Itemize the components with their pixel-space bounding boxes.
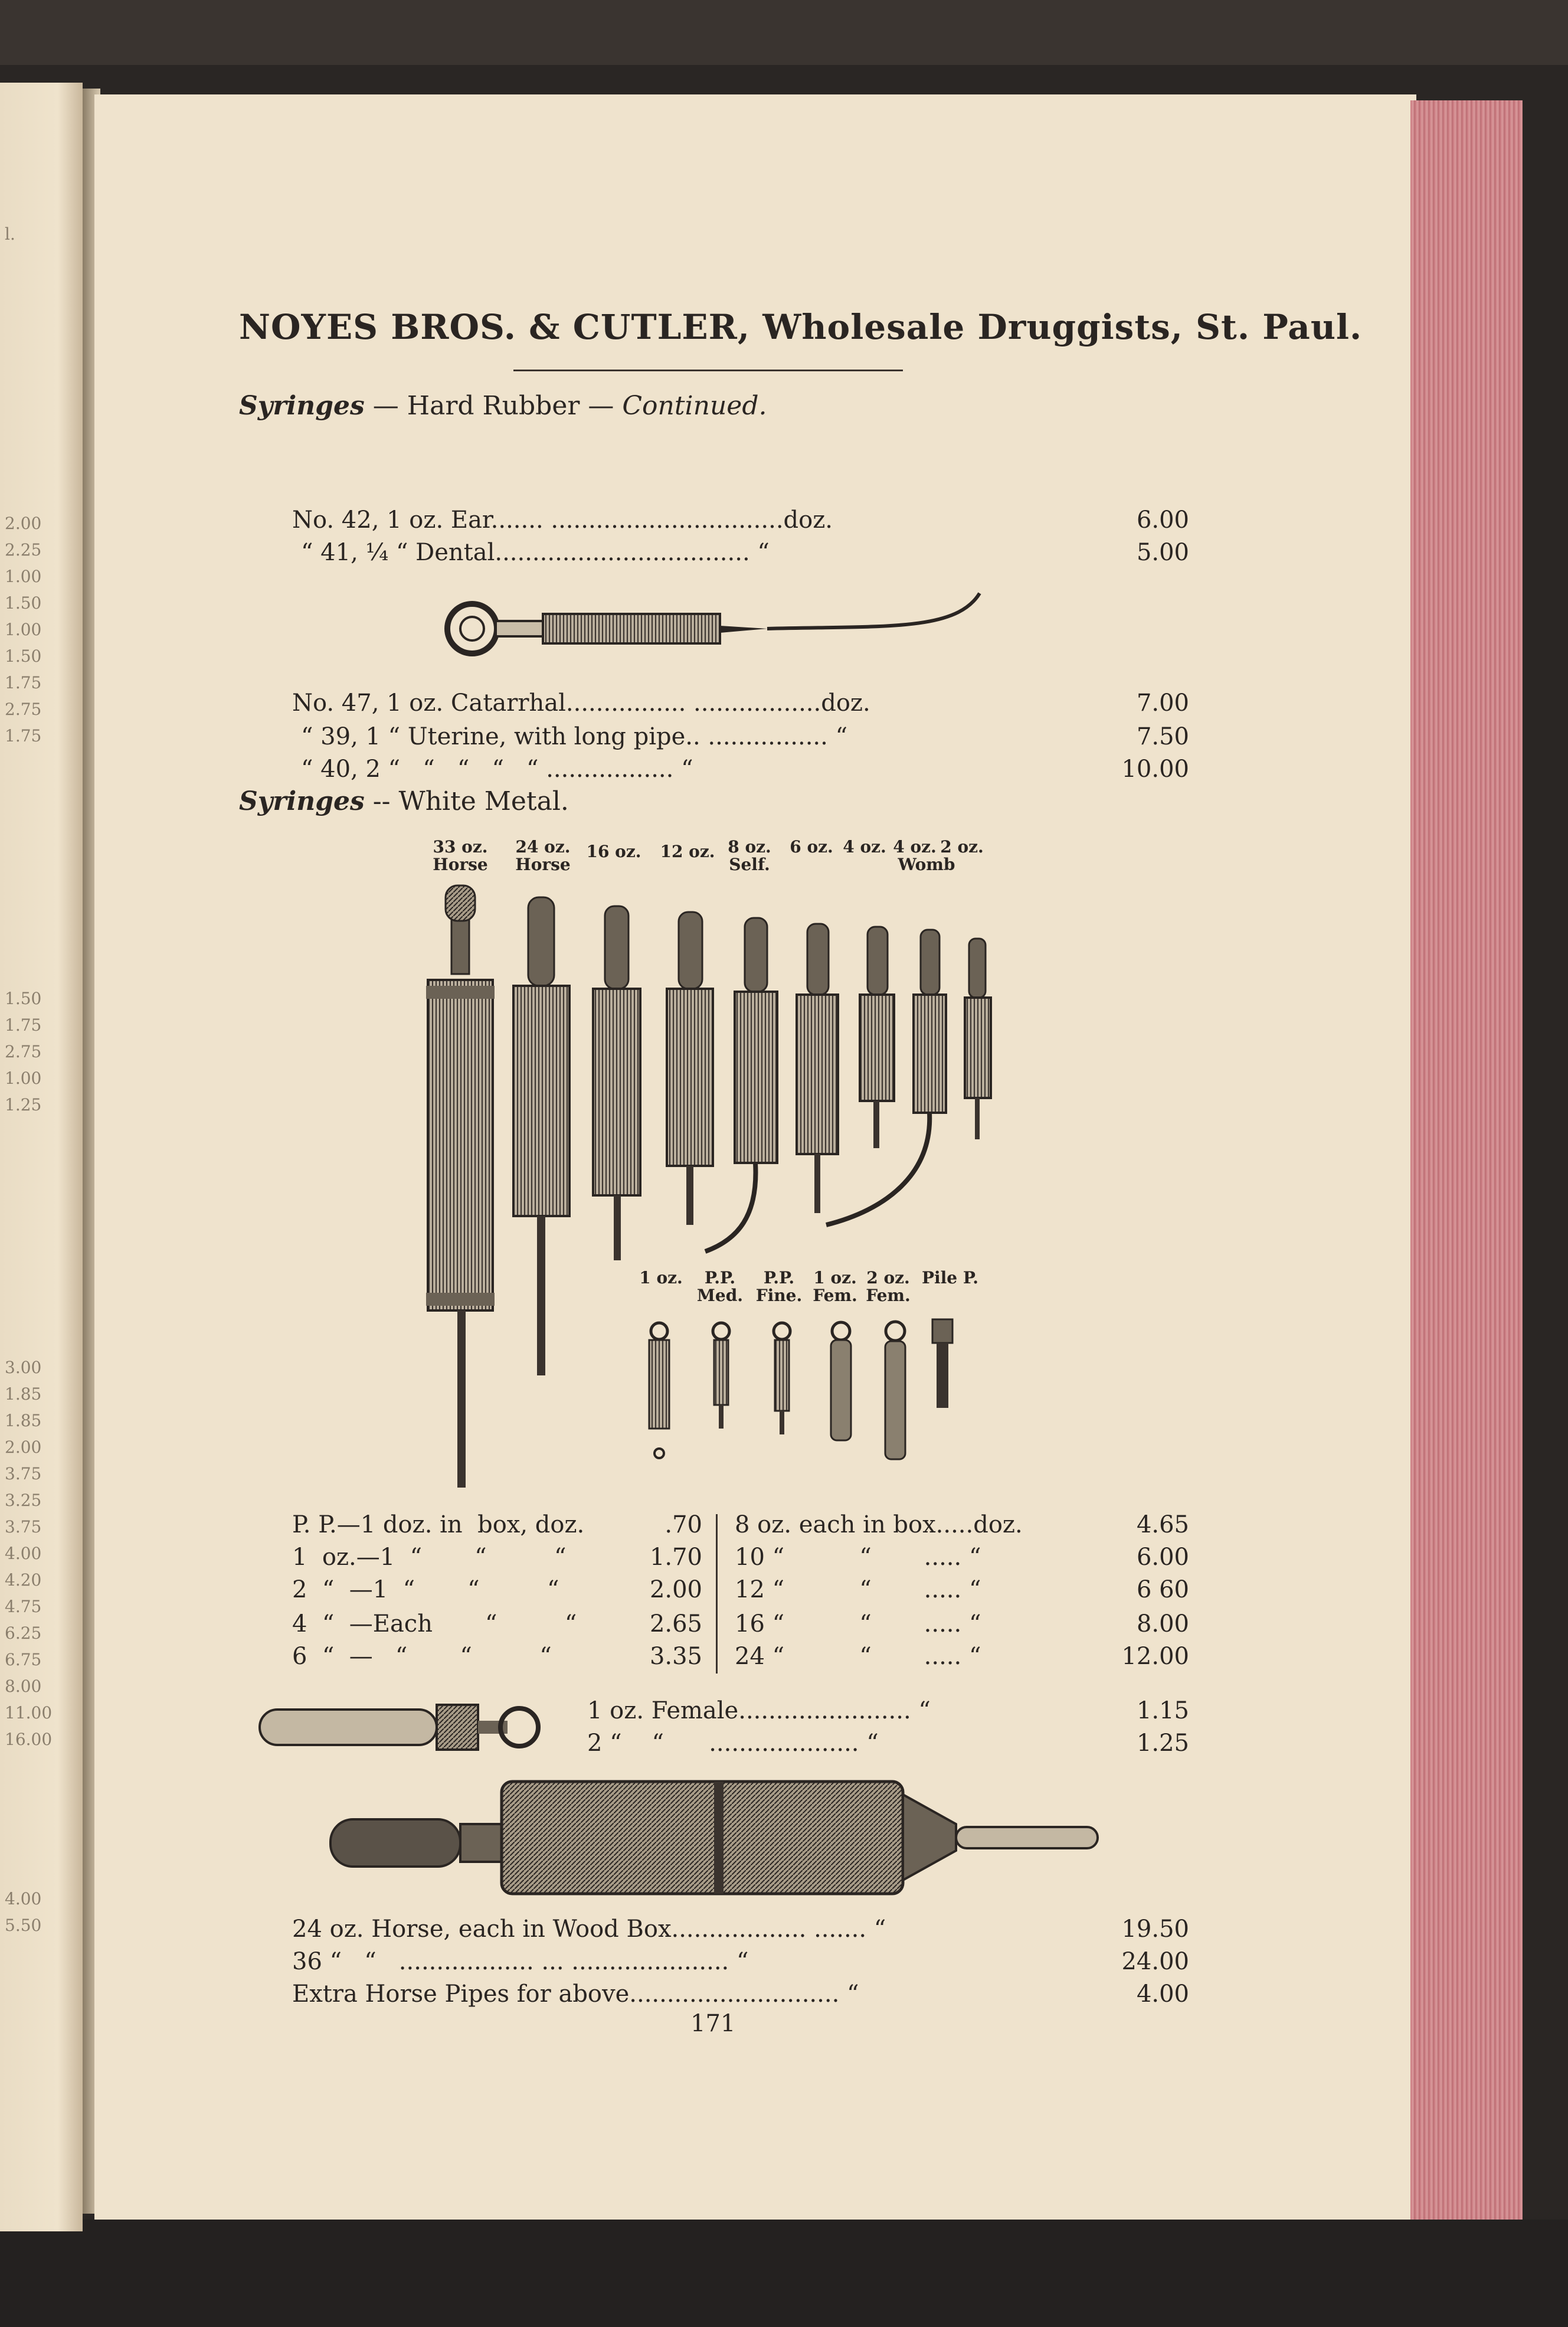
left-page-mark: 3.00 — [5, 1358, 42, 1377]
price-row: No. 42, 1 oz. Ear....... ...............................doz. — [292, 506, 833, 534]
left-page-mark: 1.25 — [5, 1095, 42, 1115]
left-page-fragment — [0, 83, 83, 2231]
price-row: “ 40, 2 “ “ “ “ “ ................. “ — [301, 756, 693, 783]
left-page-mark: 11.00 — [5, 1703, 53, 1723]
left-page-mark: 16.00 — [5, 1730, 53, 1749]
section-title-bold: Syringes — [239, 786, 365, 816]
syringe-label: Womb — [898, 855, 955, 874]
table-divider — [716, 1514, 718, 1674]
table-right-price: 12.00 — [1121, 1643, 1189, 1670]
left-page-mark: 5.50 — [5, 1916, 42, 1935]
section-title-hard-rubber — [239, 391, 767, 421]
section-title-tail: -- White Metal. — [364, 786, 569, 816]
book-bottom-edge — [0, 2220, 1568, 2327]
section-title-white-metal — [239, 786, 569, 816]
syringe-label: 24 oz. Horse — [515, 837, 571, 874]
left-page-mark: 1.00 — [5, 567, 42, 586]
left-page-mark: 1.85 — [5, 1411, 42, 1430]
left-page-mark: 1.50 — [5, 646, 42, 666]
price-row: “ 39, 1 “ Uterine, with long pipe.. ................ “ — [301, 723, 848, 750]
table-right-row: 16 “ “ ..... “ — [735, 1610, 981, 1638]
left-page-mark: 1.85 — [5, 1384, 42, 1404]
table-right-row: 12 “ “ ..... “ — [735, 1576, 981, 1603]
table-right-price: 6 60 — [1136, 1576, 1189, 1603]
book-top-edge — [0, 0, 1568, 65]
left-page-mark: 6.75 — [5, 1650, 42, 1669]
horse-row: 24 oz. Horse, each in Wood Box.................. ....... “ — [292, 1916, 886, 1943]
syringe-label: P.P. Med. — [696, 1268, 744, 1305]
syringe-label: 8 oz. Self. — [728, 837, 771, 874]
left-page-mark: 1.50 — [5, 593, 42, 613]
left-page-mark: 3.25 — [5, 1491, 42, 1510]
syringe-label: 6 oz. — [790, 837, 833, 857]
syringe-label: 2 oz. Fem. — [866, 1268, 911, 1305]
horse-price: 4.00 — [1136, 1980, 1189, 2008]
left-page-mark: l. — [5, 224, 15, 244]
syringe-label: 16 oz. — [586, 842, 641, 861]
table-left-price: 2.00 — [649, 1576, 702, 1603]
female-price: 1.15 — [1136, 1697, 1189, 1724]
syringe-label: 12 oz. — [660, 842, 715, 861]
table-right-price: 6.00 — [1136, 1544, 1189, 1571]
female-price: 1.25 — [1136, 1730, 1189, 1757]
table-left-price: 2.65 — [649, 1610, 702, 1638]
left-page-mark: 2.75 — [5, 1042, 42, 1061]
table-left-row: 4 “ —Each “ “ — [292, 1610, 577, 1638]
table-left-price: 3.35 — [649, 1643, 702, 1670]
header-rule — [513, 370, 903, 371]
table-right-price: 4.65 — [1136, 1511, 1189, 1538]
left-page-mark: 4.00 — [5, 1544, 42, 1563]
horse-price: 19.50 — [1121, 1916, 1189, 1943]
price-value: 5.00 — [1136, 539, 1189, 566]
left-page-mark: 1.00 — [5, 1068, 42, 1088]
page-number: 171 — [690, 2010, 736, 2037]
left-page-mark: 4.75 — [5, 1597, 42, 1616]
syringe-label: 33 oz. Horse — [433, 837, 488, 874]
female-row: 2 “ “ .................... “ — [587, 1730, 879, 1757]
table-left-price: 1.70 — [649, 1544, 702, 1571]
female-row: 1 oz. Female....................... “ — [587, 1697, 931, 1724]
syringe-label: 4 oz. — [893, 837, 937, 857]
syringe-label: 1 oz. Fem. — [813, 1268, 857, 1305]
table-left-row: 2 “ —1 “ “ “ — [292, 1576, 559, 1603]
horse-row: Extra Horse Pipes for above............................ “ — [292, 1980, 859, 2008]
horse-price: 24.00 — [1121, 1948, 1189, 1975]
price-value: 7.00 — [1136, 689, 1189, 717]
left-page-mark: 3.75 — [5, 1464, 42, 1483]
syringe-label: P.P. Fine. — [755, 1268, 803, 1305]
syringe-label: 4 oz. — [843, 837, 886, 857]
section-title-tail: Continued. — [622, 391, 767, 421]
syringe-label: 1 oz. — [639, 1268, 683, 1287]
table-left-price: .70 — [664, 1511, 702, 1538]
price-value: 10.00 — [1121, 756, 1189, 783]
price-row: No. 47, 1 oz. Catarrhal................ .................doz. — [292, 689, 870, 717]
left-page-mark: 2.00 — [5, 514, 42, 533]
left-page-mark: 1.00 — [5, 620, 42, 639]
price-value: 7.50 — [1136, 723, 1189, 750]
left-page-mark: 4.00 — [5, 1889, 42, 1908]
syringe-label: 2 oz. — [940, 837, 984, 857]
page-edges — [1410, 100, 1523, 2220]
left-page-mark: 2.00 — [5, 1437, 42, 1457]
left-page-mark: 1.50 — [5, 989, 42, 1008]
left-page-mark: 3.75 — [5, 1517, 42, 1537]
table-right-row: 8 oz. each in box.....doz. — [735, 1511, 1023, 1538]
left-page-mark: 4.20 — [5, 1570, 42, 1590]
left-page-mark: 1.75 — [5, 726, 42, 746]
price-row: “ 41, ¼ “ Dental.................................. “ — [301, 539, 770, 566]
left-page-mark: 2.25 — [5, 540, 42, 560]
table-right-row: 24 “ “ ..... “ — [735, 1643, 981, 1670]
left-page-mark: 8.00 — [5, 1676, 42, 1696]
table-right-price: 8.00 — [1136, 1610, 1189, 1638]
syringe-label: Pile P. — [921, 1268, 979, 1287]
table-left-row: 1 oz.—1 “ “ “ — [292, 1544, 567, 1571]
left-page-mark: 1.75 — [5, 673, 42, 692]
table-left-row: P. P.—1 doz. in box, doz. — [292, 1511, 585, 1538]
section-title-mid: — Hard Rubber — — [364, 391, 623, 421]
left-page-mark: 2.75 — [5, 700, 42, 719]
table-left-row: 6 “ — “ “ “ — [292, 1643, 552, 1670]
left-page-mark: 1.75 — [5, 1015, 42, 1035]
horse-row: 36 “ “ .................. ... ..................... “ — [292, 1948, 749, 1975]
price-value: 6.00 — [1136, 506, 1189, 534]
left-page-mark: 6.25 — [5, 1623, 42, 1643]
page-header: NOYES BROS. & CUTLER, Wholesale Druggists, St. Paul. — [239, 307, 1363, 347]
table-right-row: 10 “ “ ..... “ — [735, 1544, 981, 1571]
section-title-bold: Syringes — [239, 391, 365, 421]
